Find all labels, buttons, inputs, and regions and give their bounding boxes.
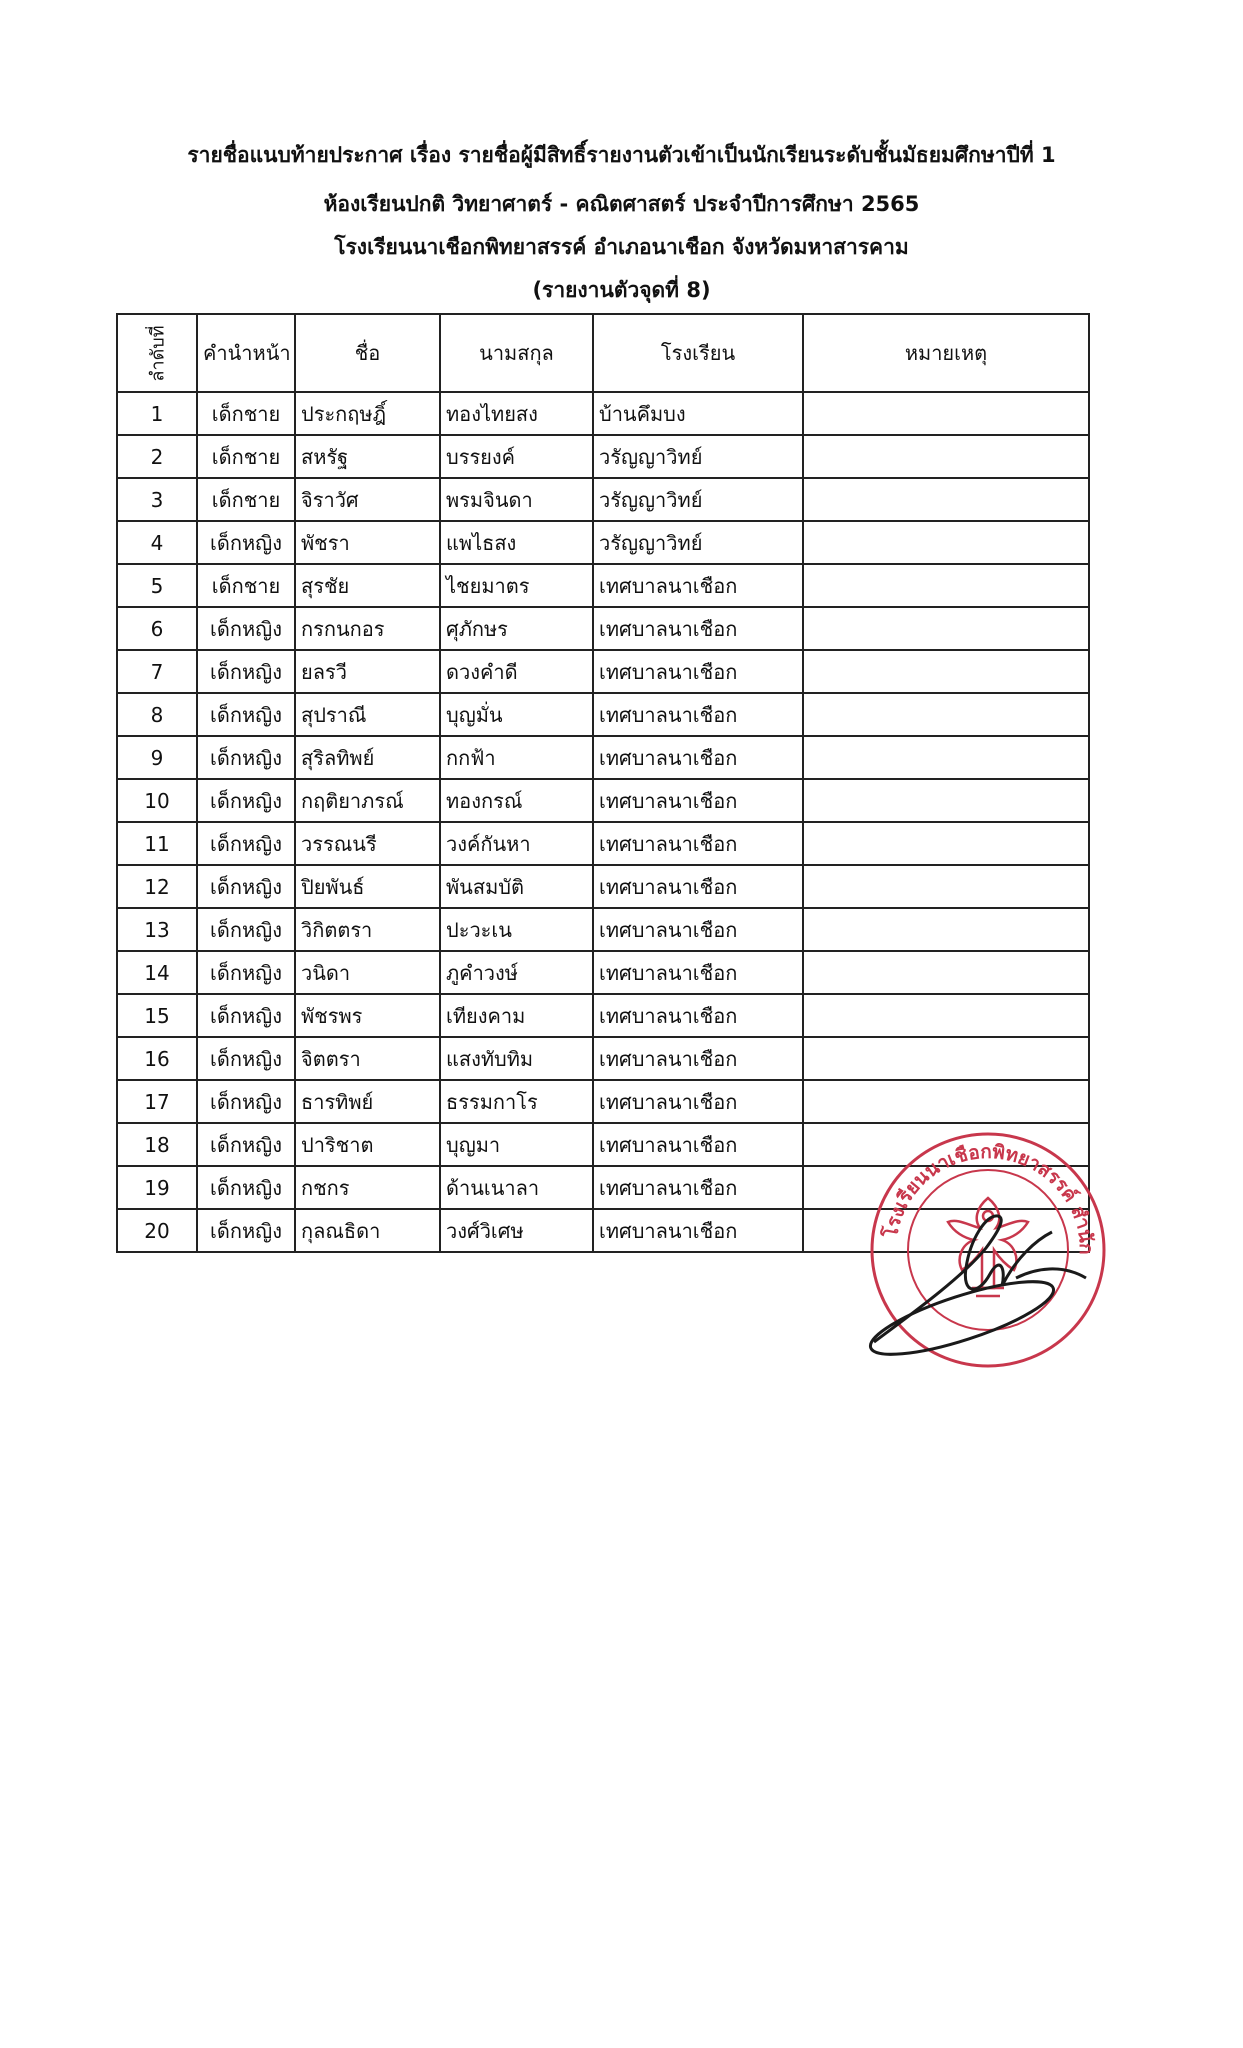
cell-prefix: เด็กชาย [197, 435, 295, 478]
table-row [117, 392, 1089, 435]
cell-prefix: เด็กหญิง [197, 1209, 295, 1252]
cell-last-name: ศุภักษร [440, 607, 593, 650]
cell-last-name: วงค์กันหา [440, 822, 593, 865]
cell-last-name: วงศ์วิเศษ [440, 1209, 593, 1252]
cell-first-name: วิกิตตรา [295, 908, 440, 951]
cell-first-name: กุลณธิดา [295, 1209, 440, 1252]
table-row [117, 435, 1089, 478]
cell-last-name: บรรยงค์ [440, 435, 593, 478]
cell-no: 17 [117, 1080, 197, 1123]
cell-remark [803, 994, 1089, 1037]
cell-last-name: ด้านเนาลา [440, 1166, 593, 1209]
cell-first-name: สหรัฐ [295, 435, 440, 478]
cell-last-name: แสงทับทิม [440, 1037, 593, 1080]
cell-last-name: บุญมั่น [440, 693, 593, 736]
cell-prefix: เด็กหญิง [197, 1080, 295, 1123]
cell-prefix: เด็กหญิง [197, 908, 295, 951]
cell-first-name: ปาริชาต [295, 1123, 440, 1166]
table-row [117, 564, 1089, 607]
cell-last-name: กกฟ้า [440, 736, 593, 779]
cell-school: วรัญญาวิทย์ [593, 521, 803, 564]
cell-remark [803, 736, 1089, 779]
cell-first-name: วรรณนรี [295, 822, 440, 865]
table-row [117, 822, 1089, 865]
cell-last-name: ไชยมาตร [440, 564, 593, 607]
table-header-row [117, 314, 1089, 392]
cell-first-name: จิตตรา [295, 1037, 440, 1080]
cell-last-name: เทียงคาม [440, 994, 593, 1037]
cell-no: 7 [117, 650, 197, 693]
cell-last-name: ดวงคำดี [440, 650, 593, 693]
header-last-name: นามสกุล [440, 314, 593, 392]
cell-last-name: ปะวะเน [440, 908, 593, 951]
cell-remark [803, 392, 1089, 435]
cell-prefix: เด็กหญิง [197, 693, 295, 736]
cell-remark [803, 1037, 1089, 1080]
table-row [117, 693, 1089, 736]
cell-prefix: เด็กหญิง [197, 822, 295, 865]
cell-no: 20 [117, 1209, 197, 1252]
cell-no: 1 [117, 392, 197, 435]
cell-school: เทศบาลนาเชือก [593, 693, 803, 736]
cell-remark [803, 1080, 1089, 1123]
cell-first-name: กรกนกอร [295, 607, 440, 650]
cell-school: เทศบาลนาเชือก [593, 822, 803, 865]
table-row [117, 951, 1089, 994]
table-row [117, 1080, 1089, 1123]
cell-first-name: ธารทิพย์ [295, 1080, 440, 1123]
cell-school: เทศบาลนาเชือก [593, 1166, 803, 1209]
cell-school: วรัญญาวิทย์ [593, 435, 803, 478]
cell-school: เทศบาลนาเชือก [593, 650, 803, 693]
cell-prefix: เด็กหญิง [197, 951, 295, 994]
cell-first-name: จิราวัศ [295, 478, 440, 521]
cell-no: 8 [117, 693, 197, 736]
cell-prefix: เด็กหญิง [197, 779, 295, 822]
cell-prefix: เด็กหญิง [197, 650, 295, 693]
table-row [117, 521, 1089, 564]
garuda-emblem-icon [866, 1128, 1110, 1372]
school-seal-with-signature [866, 1128, 1110, 1372]
svg-text:โรงเรียนนาเชือกพิทยาสรรค์ สำนั [866, 1128, 1097, 1255]
cell-last-name: ทองไทยสง [440, 392, 593, 435]
cell-remark [803, 865, 1089, 908]
seal-text: โรงเรียนนาเชือกพิทยาสรรค์ สำนัก [879, 1140, 1098, 1255]
cell-last-name: แพไธสง [440, 521, 593, 564]
cell-no: 18 [117, 1123, 197, 1166]
cell-first-name: สุปราณี [295, 693, 440, 736]
cell-school: เทศบาลนาเชือก [593, 1209, 803, 1252]
cell-school: เทศบาลนาเชือก [593, 607, 803, 650]
cell-no: 5 [117, 564, 197, 607]
cell-remark [803, 564, 1089, 607]
header-no: ลำดับที่ [117, 314, 197, 392]
cell-first-name: กฤติยาภรณ์ [295, 779, 440, 822]
cell-last-name: พันสมบัติ [440, 865, 593, 908]
cell-remark [803, 951, 1089, 994]
cell-school: เทศบาลนาเชือก [593, 564, 803, 607]
cell-school: เทศบาลนาเชือก [593, 779, 803, 822]
cell-no: 16 [117, 1037, 197, 1080]
cell-no: 3 [117, 478, 197, 521]
table-row [117, 994, 1089, 1037]
cell-school: บ้านคึมบง [593, 392, 803, 435]
cell-no: 13 [117, 908, 197, 951]
table-row [117, 779, 1089, 822]
cell-school: เทศบาลนาเชือก [593, 865, 803, 908]
table-row [117, 650, 1089, 693]
cell-school: เทศบาลนาเชือก [593, 1037, 803, 1080]
table-row [117, 1037, 1089, 1080]
cell-prefix: เด็กชาย [197, 564, 295, 607]
cell-first-name: วนิดา [295, 951, 440, 994]
cell-first-name: ประกฤษฎิ์ [295, 392, 440, 435]
cell-prefix: เด็กชาย [197, 478, 295, 521]
cell-remark [803, 650, 1089, 693]
cell-school: เทศบาลนาเชือก [593, 951, 803, 994]
cell-prefix: เด็กหญิง [197, 994, 295, 1037]
cell-school: เทศบาลนาเชือก [593, 908, 803, 951]
cell-last-name: ธรรมกาโร [440, 1080, 593, 1123]
cell-no: 11 [117, 822, 197, 865]
cell-no: 9 [117, 736, 197, 779]
cell-last-name: พรมจินดา [440, 478, 593, 521]
cell-remark [803, 435, 1089, 478]
header-prefix: คำนำหน้า [197, 314, 295, 392]
cell-first-name: สุรชัย [295, 564, 440, 607]
document-title: รายชื่อแนบท้ายประกาศ เรื่อง รายชื่อผู้มีสิทธิ์รายงานตัวเข้าเป็นนักเรียนระดับชั้นมัธยมศึกษาปีที่ 1 [187, 143, 1056, 167]
table-body [117, 392, 1089, 1252]
cell-last-name: บุญมา [440, 1123, 593, 1166]
cell-first-name: ปิยพันธ์ [295, 865, 440, 908]
cell-first-name: พัชรพร [295, 994, 440, 1037]
cell-remark [803, 607, 1089, 650]
document-subtitle-class: ห้องเรียนปกติ วิทยาศาตร์ - คณิตศาสตร์ ประจำปีการศึกษา 2565 [323, 192, 920, 216]
table-row [117, 478, 1089, 521]
cell-school: เทศบาลนาเชือก [593, 994, 803, 1037]
cell-school: วรัญญาวิทย์ [593, 478, 803, 521]
cell-remark [803, 779, 1089, 822]
cell-school: เทศบาลนาเชือก [593, 1080, 803, 1123]
cell-no: 6 [117, 607, 197, 650]
header-school: โรงเรียน [593, 314, 803, 392]
cell-prefix: เด็กหญิง [197, 865, 295, 908]
cell-remark [803, 693, 1089, 736]
cell-first-name: พัชรา [295, 521, 440, 564]
cell-first-name: ยลรวี [295, 650, 440, 693]
cell-no: 14 [117, 951, 197, 994]
student-roster-table [116, 313, 1090, 1253]
cell-remark [803, 908, 1089, 951]
table-row [117, 908, 1089, 951]
cell-prefix: เด็กชาย [197, 392, 295, 435]
cell-no: 15 [117, 994, 197, 1037]
cell-first-name: สุริลทิพย์ [295, 736, 440, 779]
document-subtitle-point: (รายงานตัวจุดที่ 8) [532, 278, 711, 302]
cell-remark [803, 478, 1089, 521]
cell-no: 19 [117, 1166, 197, 1209]
cell-no: 10 [117, 779, 197, 822]
table-row [117, 736, 1089, 779]
cell-prefix: เด็กหญิง [197, 1123, 295, 1166]
cell-no: 12 [117, 865, 197, 908]
cell-prefix: เด็กหญิง [197, 736, 295, 779]
header-first-name: ชื่อ [295, 314, 440, 392]
cell-no: 2 [117, 435, 197, 478]
cell-remark [803, 521, 1089, 564]
cell-last-name: ภูคำวงษ์ [440, 951, 593, 994]
table-row [117, 865, 1089, 908]
cell-prefix: เด็กหญิง [197, 1166, 295, 1209]
cell-prefix: เด็กหญิง [197, 1037, 295, 1080]
cell-school: เทศบาลนาเชือก [593, 1123, 803, 1166]
table-row [117, 607, 1089, 650]
cell-remark [803, 822, 1089, 865]
cell-school: เทศบาลนาเชือก [593, 736, 803, 779]
cell-first-name: กชกร [295, 1166, 440, 1209]
cell-last-name: ทองกรณ์ [440, 779, 593, 822]
document-subtitle-school: โรงเรียนนาเชือกพิทยาสรรค์ อำเภอนาเชือก จังหวัดมหาสารคาม [334, 235, 909, 259]
header-remark: หมายเหตุ [803, 314, 1089, 392]
cell-prefix: เด็กหญิง [197, 521, 295, 564]
cell-no: 4 [117, 521, 197, 564]
cell-prefix: เด็กหญิง [197, 607, 295, 650]
